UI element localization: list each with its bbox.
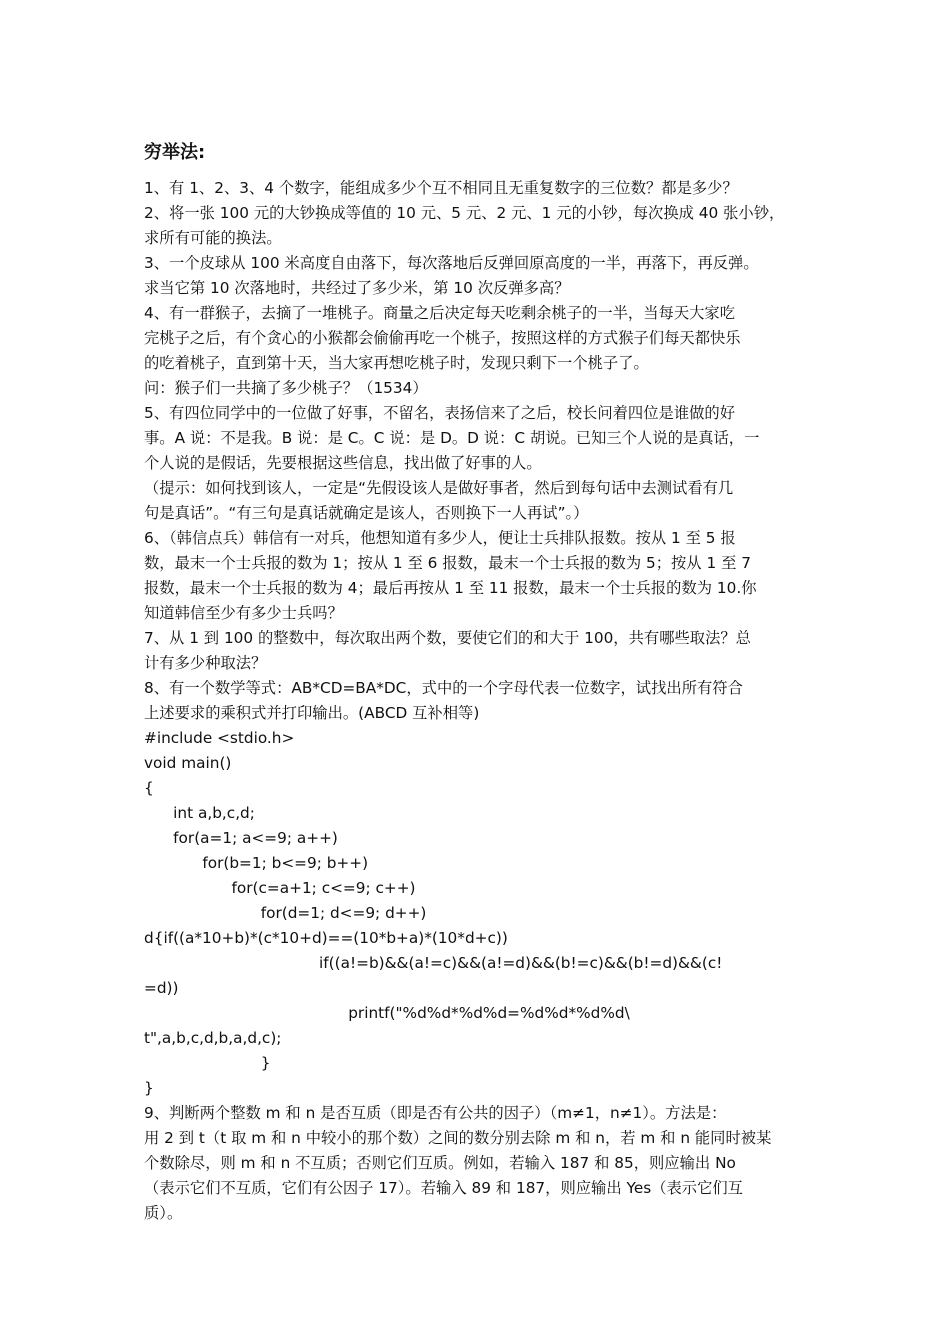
text-line: for(d=1; d<=9; d++) [144,904,427,922]
text-line: 的吃着桃子，直到第十天，当大家再想吃桃子时，发现只剩下一个桃子了。 [144,354,649,372]
text-line: 求当它第 10 次落地时，共经过了多少米，第 10 次反弹多高？ [144,279,570,297]
text-line: 用 2 到 t（t 取 m 和 n 中较小的那个数）之间的数分别去除 m 和 n，若 m 和 n 能同时被某 [144,1129,772,1147]
text-line: （表示它们不互质，它们有公因子 17）。若输入 89 和 187，则应输出 Yes（表示它们互 [144,1179,743,1197]
text-line: 4、有一群猴子，去摘了一堆桃子。商量之后决定每天吃剩余桃子的一半，当每天大家吃 [144,304,736,322]
text-line: 7、从 1 到 100 的整数中，每次取出两个数，要使它们的和大于 100，共有哪些取法？总 [144,629,751,647]
text-line: printf("%d%d*%d%d=%d%d*%d%d\ [144,1004,630,1022]
text-line: 求所有可能的换法。 [144,229,282,247]
text-line: 5、有四位同学中的一位做了好事，不留名，表扬信来了之后，校长问着四位是谁做的好 [144,404,736,422]
text-line: 8、有一个数学等式：AB*CD=BA*DC，式中的一个字母代表一位数字，试找出所有符合 [144,679,743,697]
text-line: 9、判断两个整数 m 和 n 是否互质（即是否有公共的因子）（m≠1，n≠1）。方法是： [144,1104,727,1122]
text-line: d{if((a*10+b)*(c*10+d)==(10*b+a)*(10*d+c)) [144,929,508,947]
text-line: for(c=a+1; c<=9; c++) [144,879,416,897]
text-line: 上述要求的乘积式并打印输出。(ABCD 互补相等) [144,704,480,722]
text-line: } [144,1079,154,1097]
text-line: 事。A 说：不是我。B 说：是 C。C 说：是 D。D 说：C 胡说。已知三个人说的是真话，一 [144,429,760,447]
page-title: 穷举法: [144,142,206,163]
text-line: } [144,1054,271,1072]
text-line: 2、将一张 100 元的大钞换成等值的 10 元、5 元、2 元、1 元的小钞，每次换成 40 张小钞， [144,204,785,222]
document-body [144,176,816,1226]
text-line: 句是真话”。“有三句是真话就确定是该人，否则换下一人再试”。） [144,504,589,522]
text-line: 完桃子之后，有个贪心的小猴都会偷偷再吃一个桃子，按照这样的方式猴子们每天都快乐 [144,329,741,347]
text-line: 质）。 [144,1204,183,1222]
text-line: 个数除尽，则 m 和 n 不互质；否则它们互质。例如，若输入 187 和 85，则应输出 No [144,1154,736,1172]
text-line: { [144,779,154,797]
text-line: （提示：如何找到该人，一定是“先假设该人是做好事者，然后到每句话中去测试看有几 [144,479,734,497]
text-line: 知道韩信至少有多少士兵吗？ [144,604,343,622]
text-line: 报数，最末一个士兵报的数为 4；最后再按从 1 至 11 报数，最末一个士兵报的数为 10.你 [144,579,757,597]
text-line: 数，最末一个士兵报的数为 1；按从 1 至 6 报数，最末一个士兵报的数为 5；按从 1 至 7 [144,554,751,572]
text-line: 3、一个皮球从 100 米高度自由落下，每次落地后反弹回原高度的一半，再落下，再反弹。 [144,254,759,272]
text-line: 6、（韩信点兵）韩信有一对兵，他想知道有多少人，便让士兵排队报数。按从 1 至 5 报 [144,529,736,547]
text-line: =d)) [144,979,179,997]
text-line: #include <stdio.h> [144,729,295,747]
text-line: 1、有 1、2、3、4 个数字，能组成多少个互不相同且无重复数字的三位数？都是多少？ [144,179,738,197]
text-line: 问：猴子们一共摘了多少桃子？（1534） [144,379,428,397]
text-line: void main() [144,754,232,772]
text-line: for(b=1; b<=9; b++) [144,854,369,872]
text-line: int a,b,c,d; [144,804,255,822]
text-line: for(a=1; a<=9; a++) [144,829,338,847]
text-line: 计有多少种取法？ [144,654,267,672]
text-line: 个人说的是假话，先要根据这些信息，找出做了好事的人。 [144,454,542,472]
text-line: if((a!=b)&&(a!=c)&&(a!=d)&&(b!=c)&&(b!=d)&&(c! [144,954,723,972]
text-line: t",a,b,c,d,b,a,d,c); [144,1029,282,1047]
